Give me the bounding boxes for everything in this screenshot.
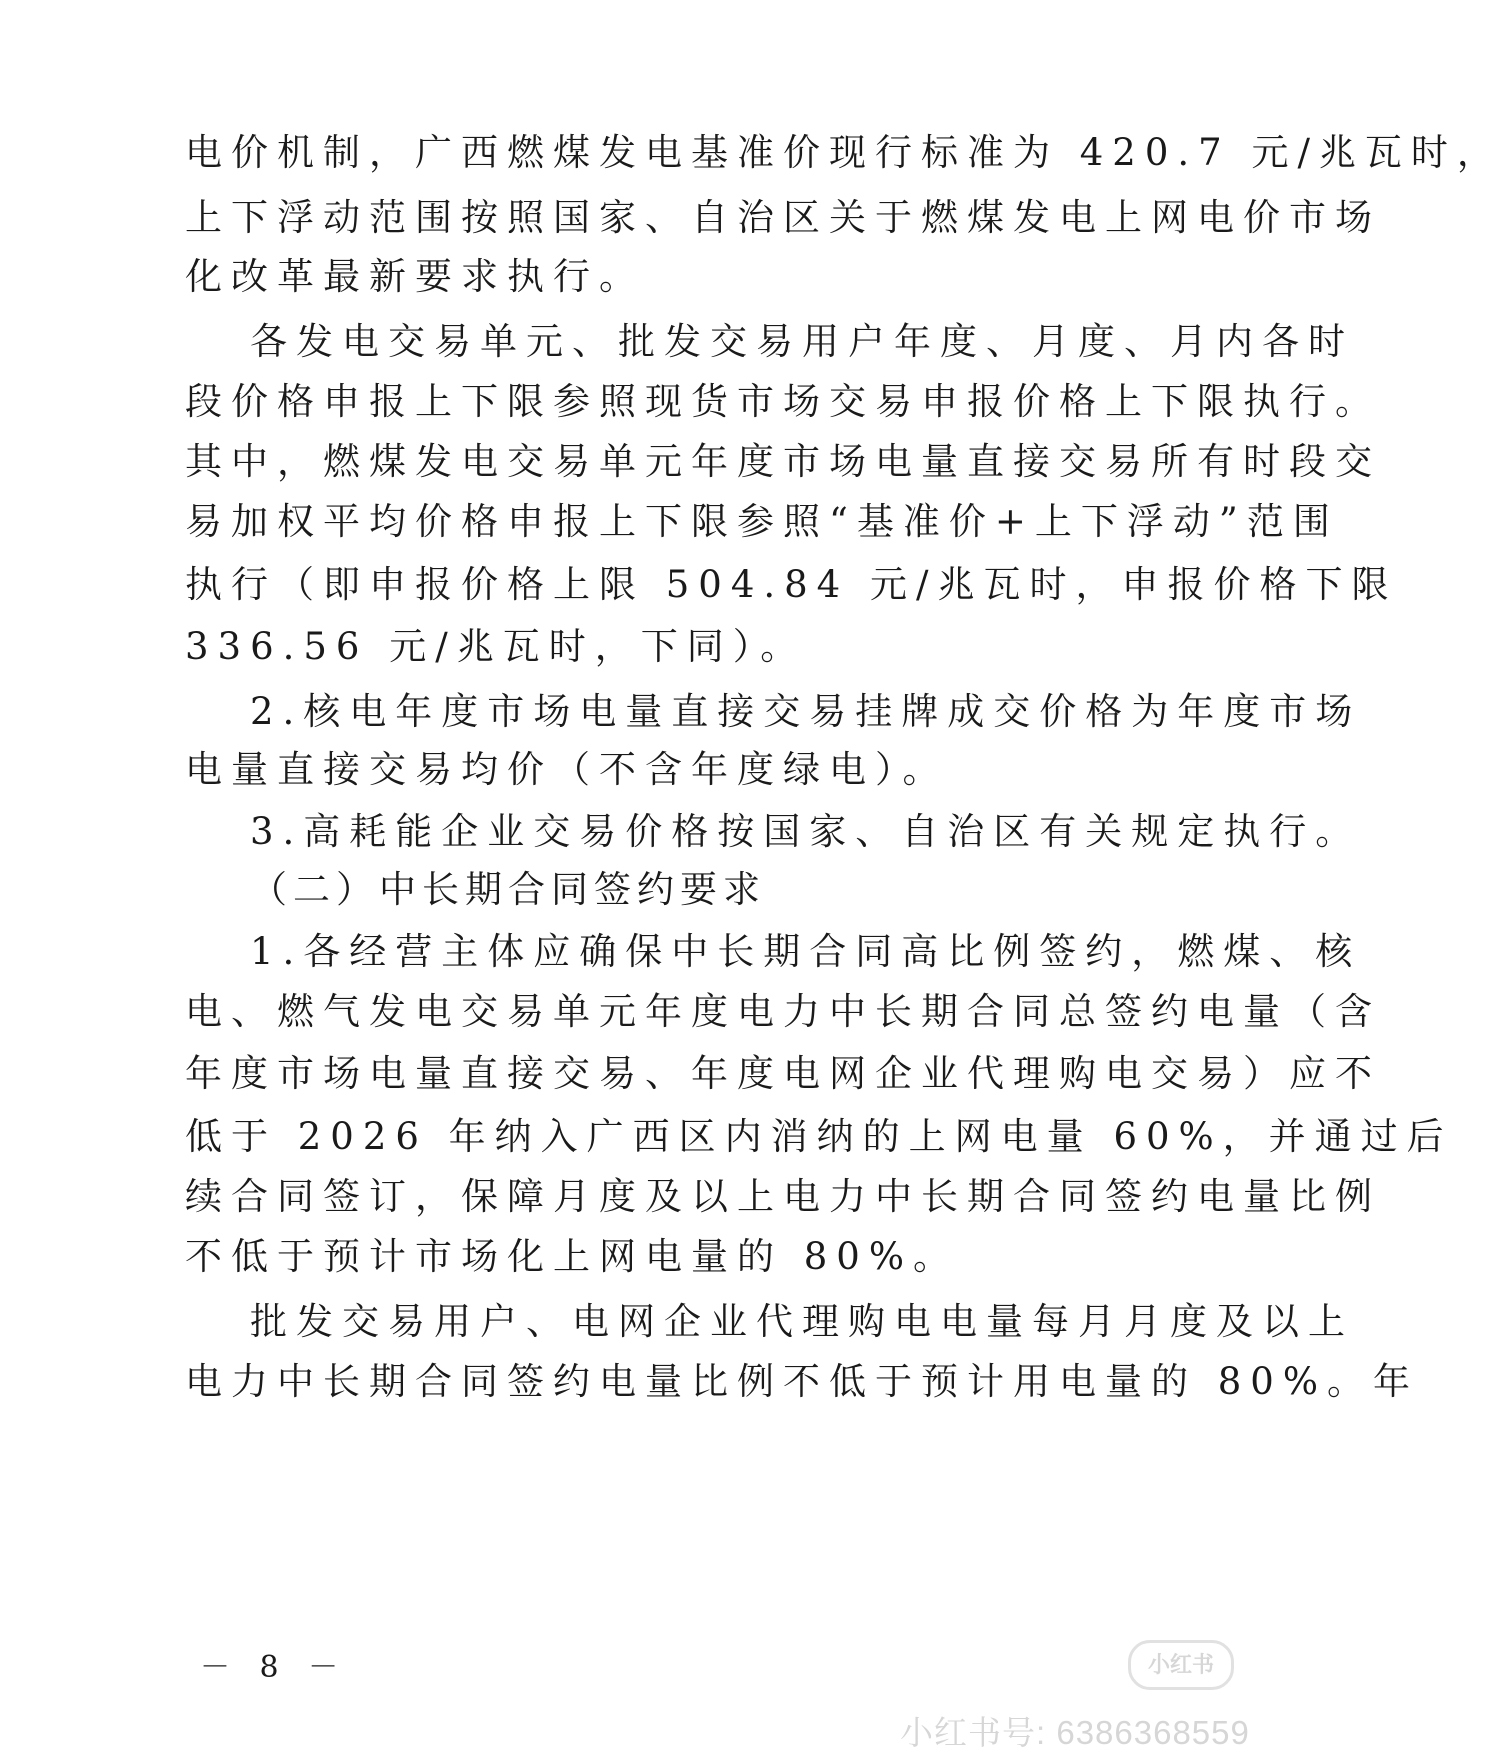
body-line: 批发交易用户、电网企业代理购电电量每月月度及以上 xyxy=(250,1300,1354,1343)
body-line: 上下浮动范围按照国家、自治区关于燃煤发电上网电价市场 xyxy=(185,196,1381,239)
body-line: 易加权平均价格申报上下限参照“基准价+上下浮动”范围 xyxy=(185,500,1339,543)
body-line: 年度市场电量直接交易、年度电网企业代理购电交易）应不 xyxy=(185,1052,1381,1095)
watermark-logo: 小红书 xyxy=(1128,1640,1234,1690)
body-line: 电力中长期合同签约电量比例不低于预计用电量的 80%。年 xyxy=(185,1360,1419,1403)
body-line: 2.核电年度市场电量直接交易挂牌成交价格为年度市场 xyxy=(250,690,1362,733)
body-line: 不低于预计市场化上网电量的 80%。 xyxy=(185,1235,959,1278)
body-line: 1.各经营主体应确保中长期合同高比例签约，燃煤、核 xyxy=(250,930,1362,973)
body-line: 各发电交易单元、批发交易用户年度、月度、月内各时 xyxy=(250,320,1354,363)
watermark-id: 小红书号: 6386368559 xyxy=(900,1714,1250,1751)
body-line: 电价机制，广西燃煤发电基准价现行标准为 420.7 元/兆瓦时， xyxy=(185,131,1503,174)
body-line: 3.高耗能企业交易价格按国家、自治区有关规定执行。 xyxy=(250,810,1362,853)
page-number: － 8 － xyxy=(200,1650,349,1685)
body-line: 其中，燃煤发电交易单元年度市场电量直接交易所有时段交 xyxy=(185,440,1381,483)
section-heading: （二）中长期合同签约要求 xyxy=(250,868,766,911)
body-line: 执行（即申报价格上限 504.84 元/兆瓦时，申报价格下限 xyxy=(185,563,1398,606)
body-line: 续合同签订，保障月度及以上电力中长期合同签约电量比例 xyxy=(185,1175,1381,1218)
body-line: 336.56 元/兆瓦时，下同）。 xyxy=(185,625,807,668)
body-line: 低于 2026 年纳入广西区内消纳的上网电量 60%，并通过后 xyxy=(185,1115,1453,1158)
body-line: 电、燃气发电交易单元年度电力中长期合同总签约电量（含 xyxy=(185,990,1381,1033)
body-line: 化改革最新要求执行。 xyxy=(185,255,645,298)
body-line: 段价格申报上下限参照现货市场交易申报价格上下限执行。 xyxy=(185,380,1381,423)
body-line: 电量直接交易均价（不含年度绿电）。 xyxy=(185,748,949,791)
